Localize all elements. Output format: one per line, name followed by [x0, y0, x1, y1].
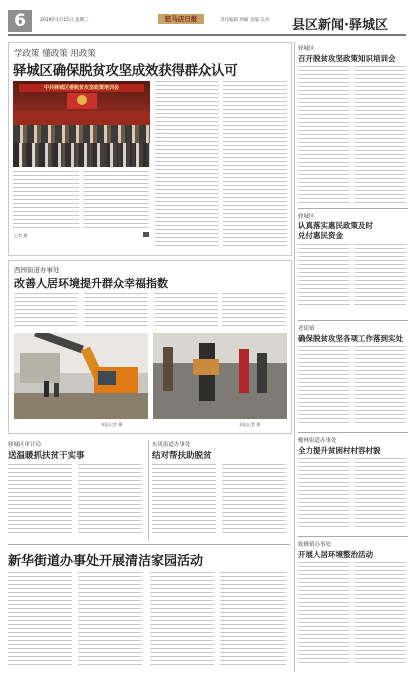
paper-name: 驻马店日报	[158, 14, 204, 24]
right-4-text-b	[354, 458, 406, 530]
xinhua-text-1	[8, 572, 72, 666]
lead-text-col1	[155, 81, 219, 247]
dongfeng-headline: 结对帮扶助脱贫	[152, 451, 212, 461]
right-article-5	[298, 540, 408, 670]
lead-headline: 驿城区确保脱贫攻坚成效获得群众认可	[13, 63, 238, 79]
shenjiju-headline: 送温暖抓扶贫干实事	[8, 451, 85, 461]
xiyuan-text-4	[222, 293, 286, 329]
right-article-4	[298, 436, 408, 532]
dongfeng-text-1	[152, 464, 216, 536]
masthead	[8, 10, 406, 36]
right-rule-1	[298, 208, 408, 209]
page-number: 6	[8, 10, 32, 32]
lead-photo-caption: 记者 摄	[14, 233, 28, 238]
xiyuan-text-1	[14, 293, 78, 329]
lead-photo	[13, 81, 150, 167]
right-article-1	[298, 44, 408, 206]
right-article-2	[298, 212, 408, 312]
xinhua-text-3	[150, 572, 214, 666]
right-4-text-a	[298, 458, 350, 530]
shenjiju-text-1	[8, 464, 72, 536]
right-rule-2	[298, 320, 408, 321]
xinhua-article	[8, 548, 290, 670]
xiyuan-text-2	[84, 293, 148, 329]
right-article-3	[298, 324, 408, 428]
right-2-headline: 认真落实惠民政策及时兑付惠民资金	[298, 221, 373, 240]
lead-text-col2	[223, 81, 287, 247]
shenjiju-kicker: 驿城区审计局	[8, 442, 42, 448]
xinhua-top-rule	[8, 544, 290, 545]
photo-icon	[143, 232, 149, 237]
lead-text-left	[13, 171, 79, 229]
dongfeng-text-2	[222, 464, 286, 536]
right-5-text-a	[298, 562, 350, 666]
editor-line: 责任编辑 周颖 美编 吴涛	[220, 18, 270, 23]
meeting-banner: 中共驿城区委脱贫攻坚政策培训会	[19, 84, 144, 92]
lead-kicker: 学政策 懂政策 用政策	[14, 49, 96, 59]
right-1-kicker: 驿城区	[298, 46, 315, 52]
lead-article	[8, 42, 292, 256]
right-4-headline: 全力提升贫困村村容村貌	[298, 446, 381, 455]
xinhua-text-4	[220, 572, 286, 666]
right-5-headline: 开展人居环境整治活动	[298, 550, 373, 559]
right-5-kicker: 蚁蜂镇办事处	[298, 542, 332, 548]
right-3-kicker: 老街镇	[298, 326, 315, 332]
right-1-headline: 召开脱贫攻坚政策知识培训会	[298, 54, 396, 63]
date-line: 2019年1月15日 星期二	[40, 18, 89, 23]
xiyuan-photo-2-caption: 本报记者 摄	[239, 422, 261, 427]
right-2-text-a	[298, 244, 350, 308]
xiyuan-article	[8, 260, 292, 434]
xinhua-headline: 新华街道办事处开展清洁家园活动	[8, 554, 204, 569]
right-3-headline: 确保脱贫攻坚各项工作落到实处	[298, 334, 403, 343]
right-3-text-a	[298, 346, 350, 426]
dongfeng-article	[152, 440, 290, 540]
right-rule-3	[298, 432, 408, 433]
mid-divider	[148, 440, 149, 540]
right-3-text-b	[354, 346, 406, 426]
right-1-text-a	[298, 66, 350, 204]
right-2-text-b	[354, 244, 406, 308]
right-2-kicker: 驿城区	[298, 214, 315, 220]
right-1-text-b	[354, 66, 406, 204]
shenjiju-article	[8, 440, 146, 540]
right-column-divider	[294, 42, 295, 672]
xiyuan-kicker: 西园街道办事处	[14, 266, 60, 274]
masthead-rule	[8, 34, 406, 36]
xiyuan-photo-2	[153, 333, 287, 419]
right-4-kicker: 橡林街道办事处	[298, 438, 337, 444]
right-rule-4	[298, 536, 408, 537]
xiyuan-headline: 改善人居环境提升群众幸福指数	[14, 277, 168, 290]
lead-text-left2	[83, 171, 149, 229]
shenjiju-text-2	[78, 464, 142, 536]
right-5-text-b	[354, 562, 406, 666]
xiyuan-photo-1	[14, 333, 148, 419]
section-title: 县区新闻·驿城区	[292, 18, 388, 33]
xinhua-text-2	[78, 572, 142, 666]
xiyuan-photo-1-caption: 本报记者 摄	[101, 422, 123, 427]
dongfeng-kicker: 东风街道办事处	[152, 442, 191, 448]
xiyuan-text-3	[154, 293, 218, 329]
